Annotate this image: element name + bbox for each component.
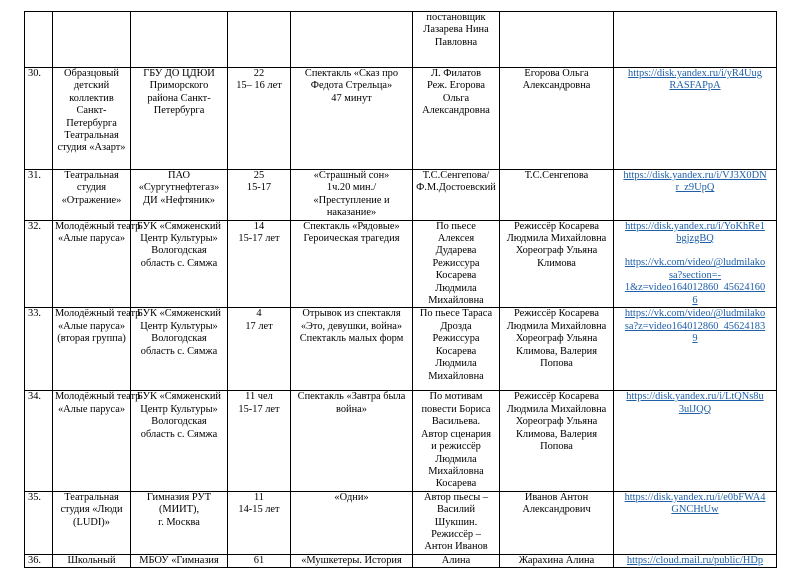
cell-line: Школьный <box>67 554 116 566</box>
cell-line: война» <box>336 403 367 415</box>
cell-director <box>500 391 614 491</box>
cell-age <box>228 170 291 221</box>
cell-line: студия «Люди <box>60 504 123 516</box>
cell-line: Лазарева Нина <box>423 24 489 36</box>
table-row <box>25 554 777 567</box>
cell-line: коллектив <box>69 92 114 104</box>
cell-line: БУК «Сямженский <box>137 220 221 232</box>
cell-line: ГБУ ДО ЦДЮИ <box>143 68 215 79</box>
link-text[interactable]: 3ulJQQ <box>678 403 712 415</box>
cell-line: Хореограф Ульяна <box>515 245 598 257</box>
cell-num: 31. <box>25 170 53 221</box>
cell-line: 4 <box>256 308 262 320</box>
cell-line: 15– 16 лет <box>236 80 282 92</box>
cell-line: Вологодская <box>151 245 207 257</box>
cell-title <box>291 308 413 391</box>
table-row <box>25 170 777 221</box>
cell-line: Молодёжный театр <box>55 308 141 320</box>
competition-table <box>24 11 777 568</box>
cell-line: По мотивам <box>429 391 483 403</box>
cell-line: Спектакль «Завтра была <box>297 391 406 403</box>
link-text[interactable]: https://disk.yandex.ru/i/LtQNs8u <box>626 391 764 403</box>
cell-num: 33. <box>25 308 53 391</box>
cell-line: Центр Культуры» <box>140 320 218 332</box>
cell-link[interactable] <box>614 68 777 170</box>
table-body <box>25 12 777 568</box>
cell-line: и режиссёр <box>431 441 481 453</box>
cell-line: наказание» <box>326 207 377 219</box>
cell-line: Петербурга <box>66 117 117 129</box>
cell-name <box>53 491 131 554</box>
cell-num <box>25 12 53 68</box>
cell-link[interactable] <box>614 220 777 308</box>
cell-line: «Сургутнефтегаз» <box>138 182 220 194</box>
cell-org <box>131 308 228 391</box>
cell-line: Хореограф Ульяна <box>515 416 598 428</box>
link-text[interactable]: https://cloud.mail.ru/public/HDp <box>626 554 764 566</box>
cell-title <box>291 391 413 491</box>
cell-line: «Алые паруса» <box>57 233 126 245</box>
cell-org <box>131 12 228 68</box>
cell-title <box>291 12 413 68</box>
cell-line: Людмила Михайловна <box>506 403 607 415</box>
cell-line: область с. Сямжа <box>140 257 218 269</box>
cell-num: 30. <box>25 68 53 170</box>
link-text[interactable]: sa?z=video164012860_45624183 <box>624 320 766 332</box>
cell-line: Алина <box>441 554 471 566</box>
cell-name <box>53 170 131 221</box>
cell-name <box>53 554 131 567</box>
cell-line: Антон Иванов <box>424 541 488 553</box>
cell-line: По пьесе Тараса <box>419 308 493 320</box>
cell-line: Санкт- <box>76 105 107 117</box>
link-text[interactable]: https://vk.com/video/@ludmilako <box>624 257 766 269</box>
cell-director <box>500 554 614 567</box>
cell-line: Александрович <box>522 504 591 516</box>
cell-age <box>228 220 291 308</box>
cell-line: 22 <box>253 68 265 79</box>
cell-line: Попова <box>540 358 573 370</box>
link-text[interactable]: https://disk.yandex.ru/i/yR4Uug <box>628 68 762 79</box>
cell-link[interactable] <box>614 308 777 391</box>
cell-line: Режиссёр – <box>431 528 481 540</box>
cell-line: Образцовый <box>64 68 119 79</box>
cell-line: (вторая группа) <box>57 333 126 345</box>
cell-org <box>131 391 228 491</box>
cell-director <box>500 12 614 68</box>
cell-title <box>291 170 413 221</box>
cell-line: Режиссёр Косарева <box>513 308 600 320</box>
cell-name <box>53 12 131 68</box>
link-text[interactable]: RASFAPpA <box>669 80 721 92</box>
table-row <box>25 68 777 170</box>
link-text[interactable]: r_z9UpQ <box>675 182 715 194</box>
link-text[interactable]: 6 <box>692 294 698 306</box>
cell-author <box>413 554 500 567</box>
table-row <box>25 491 777 554</box>
cell-line: «Отражение» <box>61 194 122 206</box>
cell-line: Автор пьесы – <box>423 491 489 503</box>
cell-line: 17 лет <box>245 320 273 332</box>
cell-line: Молодёжный театр <box>55 220 141 232</box>
cell-line: Театральная <box>64 130 119 142</box>
cell-line: БУК «Сямженский <box>137 391 221 403</box>
cell-line: 61 <box>253 554 265 566</box>
cell-line: Вологодская <box>151 416 207 428</box>
cell-link[interactable] <box>614 391 777 491</box>
cell-line: ДИ «Нефтяник» <box>143 194 215 206</box>
cell-line: Спектакль «Рядовые» <box>303 220 400 232</box>
cell-line: 14-15 лет <box>238 504 280 516</box>
cell-line: Егорова Ольга <box>524 68 589 79</box>
cell-line: Спектакль малых форм <box>299 333 404 345</box>
cell-line: Хореограф Ульяна <box>515 333 598 345</box>
cell-line: Реж. Егорова <box>427 80 485 92</box>
table-row <box>25 220 777 308</box>
cell-line: Автор сценария <box>420 428 492 440</box>
cell-line: г. Москва <box>158 516 200 528</box>
cell-line: 15-17 лет <box>238 403 280 415</box>
cell-line: Петербурга <box>153 105 205 117</box>
cell-director <box>500 220 614 308</box>
cell-line: Дрозда <box>440 320 472 332</box>
cell-line: Людмила <box>435 282 477 294</box>
cell-line: района Санкт- <box>147 92 211 104</box>
cell-age <box>228 308 291 391</box>
cell-line: Федота Стрельца» <box>310 80 393 92</box>
cell-director <box>500 491 614 554</box>
cell-line: Попова <box>540 441 573 453</box>
cell-link[interactable] <box>614 554 777 567</box>
cell-line: Центр Культуры» <box>140 233 218 245</box>
cell-line: Отрывок из спектакля <box>302 308 401 320</box>
cell-line: повести Бориса <box>421 403 491 415</box>
cell-line: (LUDI)» <box>73 516 110 528</box>
cell-line: Молодёжный театр <box>55 391 141 403</box>
cell-line: область с. Сямжа <box>140 345 218 357</box>
cell-line: БУК «Сямженский <box>137 308 221 320</box>
cell-line: Иванов Антон <box>524 491 589 503</box>
cell-title <box>291 220 413 308</box>
cell-line: Александровна <box>522 80 591 92</box>
cell-org <box>131 68 228 170</box>
link-text[interactable]: GNCHtUw <box>671 504 719 516</box>
cell-name <box>53 220 141 308</box>
cell-line: Васильева. <box>431 416 481 428</box>
cell-line: Косарева <box>435 478 477 490</box>
cell-num: 35. <box>25 491 53 554</box>
cell-line: 1ч.20 мин./ <box>326 182 377 194</box>
cell-num: 34. <box>25 391 53 491</box>
cell-title <box>291 554 413 567</box>
cell-line: Л. Филатов <box>430 68 482 79</box>
link-text[interactable]: https://vk.com/video/@ludmilako <box>624 308 766 320</box>
cell-line: постановщик <box>426 12 486 23</box>
cell-line: «Преступление и <box>313 194 390 206</box>
cell-line: Ф.М.Достоевский <box>416 182 496 194</box>
cell-line: Косарева <box>435 270 477 282</box>
cell-line: Людмила <box>435 453 477 465</box>
cell-line: 47 минут <box>331 92 372 104</box>
cell-line: детский <box>73 80 110 92</box>
cell-age <box>228 391 291 491</box>
cell-line: Спектакль «Сказ про <box>304 68 399 79</box>
cell-line: 15-17 лет <box>238 233 280 245</box>
cell-line: Вологодская <box>151 333 207 345</box>
cell-line: студия <box>76 182 107 194</box>
link-text[interactable]: 1&z=video164012860_45624160 <box>624 282 766 294</box>
cell-age <box>228 12 291 68</box>
cell-line: Климова, Валерия <box>516 345 597 357</box>
cell-author <box>413 308 500 391</box>
cell-director <box>500 68 614 170</box>
link-text[interactable]: https://disk.yandex.ru/i/YoKhRe1 <box>625 220 765 232</box>
cell-line: «Это, девушки, война» <box>300 320 403 332</box>
cell-line: Приморского <box>149 80 209 92</box>
cell-line: Т.С.Сенгепова/ <box>422 170 490 181</box>
cell-age <box>228 68 291 170</box>
cell-line: Ольга <box>442 92 470 104</box>
cell-line: ПАО <box>168 170 190 181</box>
cell-line: Михайловна <box>428 465 484 477</box>
link-text[interactable]: 9 <box>692 333 698 345</box>
cell-line: Гимназия РУТ <box>146 491 212 503</box>
cell-author <box>413 220 500 308</box>
link-text[interactable]: https://disk.yandex.ru/i/e0bFWA4 <box>624 491 766 503</box>
cell-name <box>53 391 141 491</box>
cell-name <box>53 68 131 170</box>
cell-line: Дударева <box>435 245 477 257</box>
cell-line: Режиссёр Косарева <box>513 220 600 232</box>
link-text[interactable]: bgjzgBQ <box>676 233 714 245</box>
cell-line: Режиссёр Косарева <box>513 391 600 403</box>
cell-line: «Одни» <box>334 491 369 503</box>
table-row <box>25 12 777 68</box>
cell-line: Алексея <box>437 233 475 245</box>
cell-line: «Страшный сон» <box>313 170 390 181</box>
cell-line: область с. Сямжа <box>140 428 218 440</box>
cell-org <box>131 220 228 308</box>
cell-line: Александровна <box>422 105 490 117</box>
cell-line: По пьесе <box>436 220 476 232</box>
cell-line: (МИИТ), <box>158 504 200 516</box>
cell-line: Театральная <box>64 170 119 181</box>
cell-line: 15-17 <box>246 182 272 194</box>
cell-title <box>291 491 413 554</box>
cell-num: 32. <box>25 220 53 308</box>
cell-line: «Алые паруса» <box>57 320 126 332</box>
cell-title <box>291 68 413 170</box>
link-text[interactable]: https://disk.yandex.ru/i/VJ3X0DN <box>623 170 767 181</box>
cell-line: Людмила Михайловна <box>506 233 607 245</box>
cell-line: Михайловна <box>428 370 484 382</box>
cell-line: Центр Культуры» <box>140 403 218 415</box>
cell-line: Жарахина Алина <box>518 554 595 566</box>
cell-line: Михайловна <box>428 295 484 307</box>
cell-line: 25 <box>253 170 265 181</box>
cell-line: Героическая трагедия <box>303 233 400 245</box>
cell-line: «Мушкетеры. История <box>301 554 402 566</box>
cell-line: Режиссура <box>432 333 480 345</box>
cell-link[interactable] <box>614 491 777 554</box>
cell-name <box>53 308 141 391</box>
cell-line: МБОУ «Гимназия <box>139 554 219 566</box>
cell-line: Шукшин. <box>434 516 478 528</box>
cell-num: 36. <box>25 554 53 567</box>
table-row <box>25 308 777 391</box>
cell-line: «Алые паруса» <box>57 403 126 415</box>
cell-age <box>228 491 291 554</box>
cell-line: студия «Азарт» <box>57 142 126 154</box>
cell-line: Косарева <box>435 345 477 357</box>
cell-line: 11 <box>253 491 264 503</box>
cell-author <box>413 491 500 554</box>
cell-org <box>131 170 228 221</box>
cell-org <box>131 491 228 554</box>
cell-director <box>500 308 614 391</box>
cell-author <box>413 170 500 221</box>
cell-line: Климова, Валерия <box>516 428 597 440</box>
cell-link[interactable] <box>614 170 777 221</box>
cell-link[interactable] <box>614 12 777 68</box>
cell-author <box>413 12 500 68</box>
cell-author <box>413 68 500 170</box>
link-text[interactable]: sa?section=- <box>668 269 722 281</box>
cell-director <box>500 170 614 221</box>
cell-line: Т.С.Сенгепова <box>524 170 589 181</box>
cell-org <box>131 554 228 567</box>
cell-age <box>228 554 291 567</box>
cell-line: 14 <box>253 220 265 232</box>
cell-author <box>413 391 500 491</box>
cell-line: Людмила <box>435 358 477 370</box>
cell-line: Театральная <box>64 491 119 503</box>
cell-line: Василий <box>436 504 476 516</box>
cell-line: 11 чел <box>245 391 273 403</box>
cell-line: Режиссура <box>432 257 480 269</box>
cell-line: Климова <box>537 257 576 269</box>
cell-line: Павловна <box>434 36 478 48</box>
cell-line: Людмила Михайловна <box>506 320 607 332</box>
table-row <box>25 391 777 491</box>
